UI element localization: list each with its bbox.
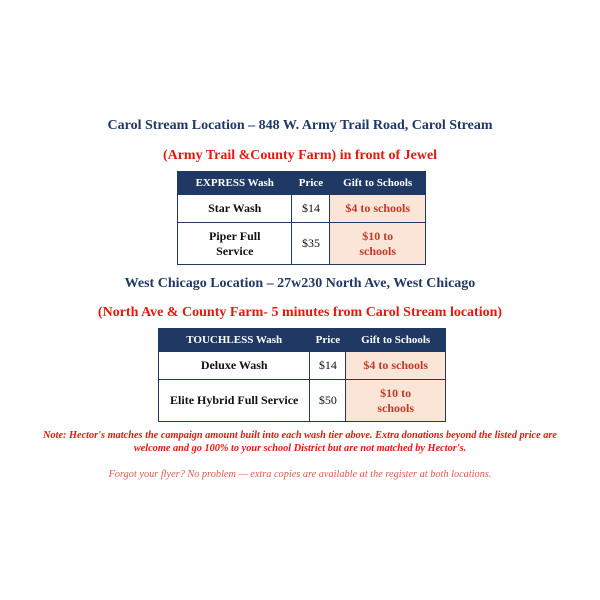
wash-name: Elite Hybrid Full Service: [159, 380, 310, 422]
table-header-row: [178, 172, 426, 195]
wash-price: $14: [310, 352, 346, 380]
note-line: welcome and go 100% to your school District but are not matched by Hector's.: [133, 443, 467, 454]
column-header-price: Price: [292, 172, 330, 195]
gift-amount: $4 to schools: [346, 352, 446, 380]
touchless-wash-table: [158, 328, 446, 422]
gift-amount: [346, 380, 446, 422]
note-line: Note: Hector's matches the campaign amount built into each wash tier above. Extra donations beyond the listed price are: [43, 430, 557, 441]
column-header-wash: TOUCHLESS Wash: [159, 329, 310, 352]
wash-name: [178, 223, 292, 265]
column-header-wash: EXPRESS Wash: [178, 172, 292, 195]
wash-price: $14: [292, 195, 330, 223]
column-header-price: Price: [310, 329, 346, 352]
table-header-row: [159, 329, 446, 352]
carol-stream-location-subtitle: (Army Trail &County Farm) in front of Jewel: [162, 148, 438, 163]
column-header-gift: Gift to Schools: [330, 172, 426, 195]
express-wash-table: [177, 171, 426, 265]
wash-name-line: Service: [216, 243, 254, 258]
wash-price: $35: [292, 223, 330, 265]
wash-name: Deluxe Wash: [159, 352, 310, 380]
gift-amount-line: schools: [359, 243, 397, 258]
west-chicago-location-subtitle: (North Ave & County Farm- 5 minutes from Carol Stream location): [97, 305, 503, 320]
gift-amount-line: $10 to: [380, 385, 412, 400]
gift-amount-line: $10 to: [362, 228, 394, 243]
table-row: [178, 195, 426, 223]
gift-amount-line: schools: [377, 400, 415, 415]
table-row: [159, 380, 446, 422]
carol-stream-location-title: Carol Stream Location – 848 W. Army Trail Road, Carol Stream: [107, 118, 493, 133]
gift-amount: [330, 223, 426, 265]
matching-note: [0, 429, 600, 455]
flyer-reminder: Forgot your flyer? No problem — extra copies are available at the register at both locations.: [108, 469, 492, 480]
gift-amount: $4 to schools: [330, 195, 426, 223]
west-chicago-location-title: West Chicago Location – 27w230 North Ave, West Chicago: [124, 276, 476, 291]
table-row: [159, 352, 446, 380]
table-row: [178, 223, 426, 265]
wash-price: $50: [310, 380, 346, 422]
wash-name: Star Wash: [178, 195, 292, 223]
wash-name-line: Piper Full: [209, 228, 261, 243]
column-header-gift: Gift to Schools: [346, 329, 446, 352]
